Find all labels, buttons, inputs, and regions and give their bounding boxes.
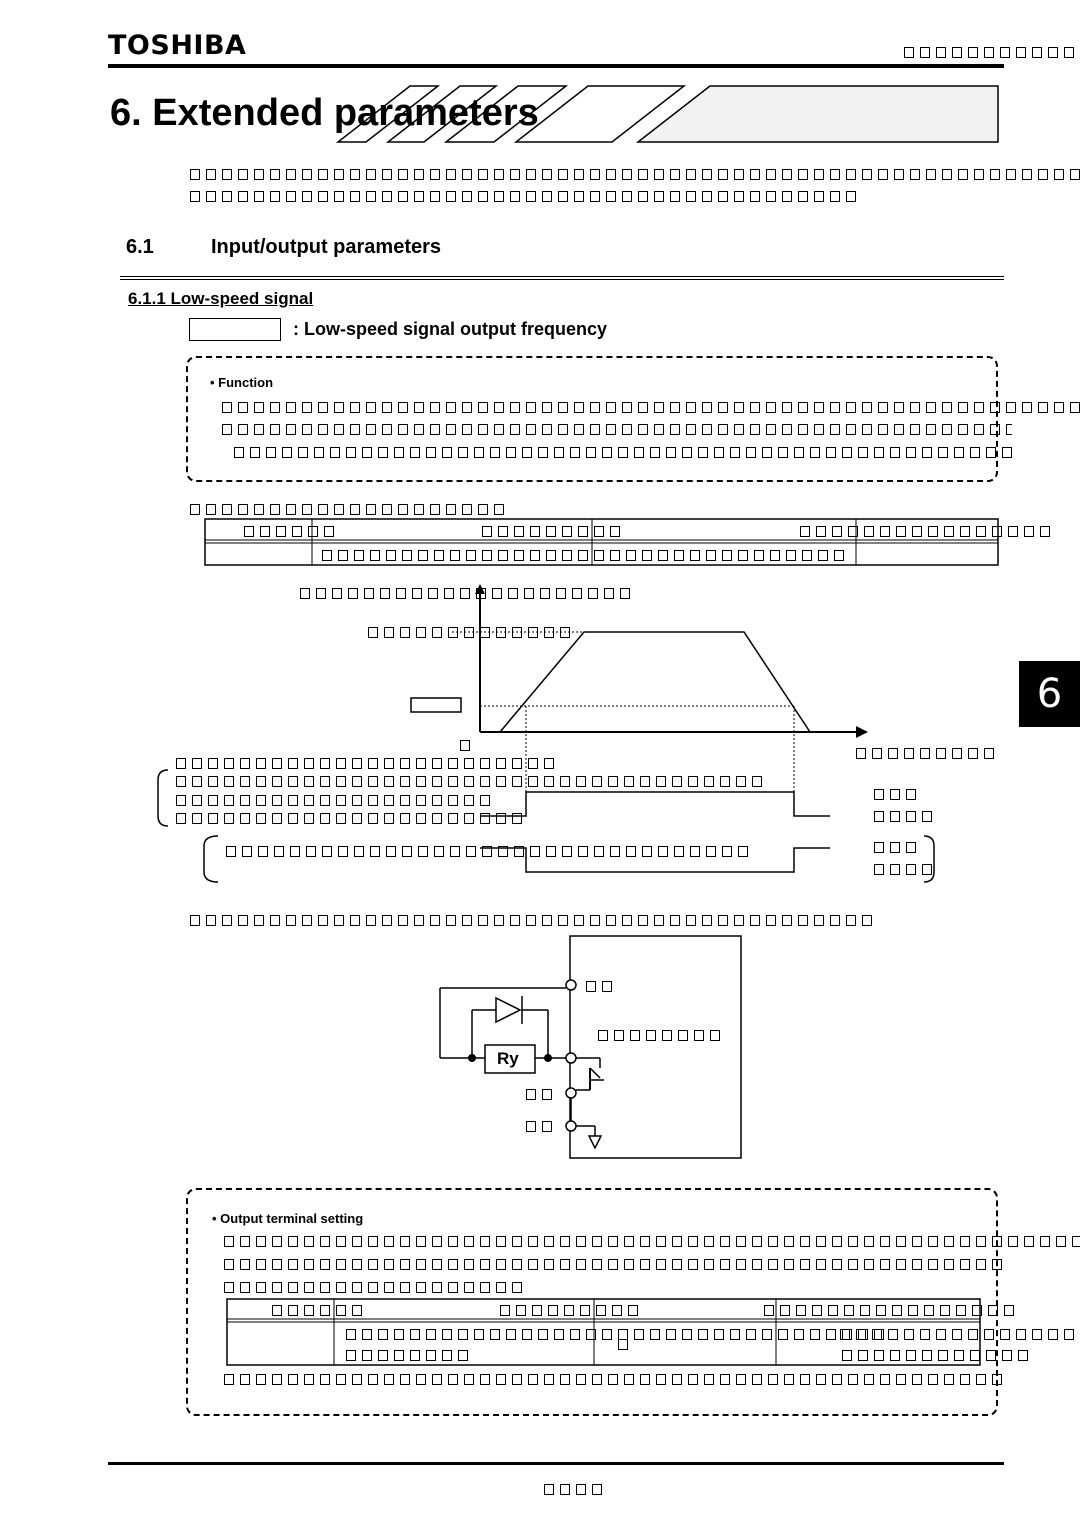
connection-caption (190, 912, 890, 928)
output-text-line-2 (224, 1256, 1014, 1272)
table1-cell-function (322, 547, 852, 563)
chart-max-frequency-label (368, 624, 578, 640)
function-text-line-2 (222, 421, 1012, 437)
chapter-side-tab: 6 (1019, 661, 1080, 727)
intro-text-line-1 (190, 166, 1080, 182)
function-text-line-1 (222, 399, 1080, 415)
terminal-label-mid (526, 1086, 556, 1102)
chart-right-label-2 (874, 808, 938, 824)
section-number: 6.1 (126, 236, 154, 258)
chart-right-label-3 (874, 839, 924, 855)
table2-cell-range-1 (840, 1326, 1080, 1342)
brand-logo: TOSHIBA (108, 30, 247, 61)
table2-cell-function-1 (346, 1326, 886, 1342)
chart-signal-text-2 (176, 773, 780, 789)
page-number (544, 1481, 614, 1497)
chart-signal-text-1 (176, 755, 568, 771)
chart-y-axis-label (300, 585, 644, 601)
chapter-title: 6. Extended parameters (110, 92, 539, 134)
chart-origin-label (460, 737, 474, 753)
table1-header-range (800, 523, 1080, 539)
table2-cell-range-2 (842, 1347, 1032, 1363)
table2-header-range (764, 1302, 1030, 1318)
footer-rule (108, 1462, 1004, 1465)
table2-header-title (272, 1302, 368, 1318)
output-terminal-label: • Output terminal setting (212, 1211, 364, 1226)
output-text-line-3 (224, 1279, 536, 1295)
chart-signal-text-5 (226, 843, 766, 859)
table2-cell-default (618, 1336, 632, 1352)
intro-text-line-2 (190, 188, 870, 204)
table2-cell-function-2 (346, 1347, 474, 1363)
terminal-label-bottom (526, 1118, 556, 1134)
chart-right-label-4 (874, 861, 938, 877)
header-document-title (904, 44, 1080, 66)
subsection-title: 6.1.1 Low-speed signal (128, 289, 314, 308)
section-title: Input/output parameters (211, 236, 442, 258)
section-rule-top (120, 276, 1004, 277)
header-rule (108, 64, 1004, 68)
function-label: • Function (210, 375, 274, 390)
terminal-function-label (598, 1027, 720, 1043)
connection-diagram (430, 930, 750, 1166)
table1-header-title (244, 523, 340, 539)
relay-label: Ry (497, 1049, 519, 1068)
output-text-line-1 (224, 1233, 1080, 1249)
parameter-code-box (189, 318, 281, 341)
terminal-label-top (586, 978, 616, 994)
chart-right-label-1 (874, 786, 924, 802)
function-box (186, 356, 998, 482)
table1-header-function (482, 523, 626, 539)
parameter-title: : Low-speed signal output frequency (293, 319, 608, 339)
table2-header-function (500, 1302, 644, 1318)
section-rule-bottom (120, 279, 1004, 280)
function-text-line-3 (234, 444, 1024, 460)
output-note-line (224, 1371, 1014, 1387)
chart-signal-text-3 (176, 792, 506, 808)
chart-signal-text-4 (176, 810, 536, 826)
table-caption-1 (190, 501, 510, 517)
chart-x-axis-label (856, 745, 1006, 761)
